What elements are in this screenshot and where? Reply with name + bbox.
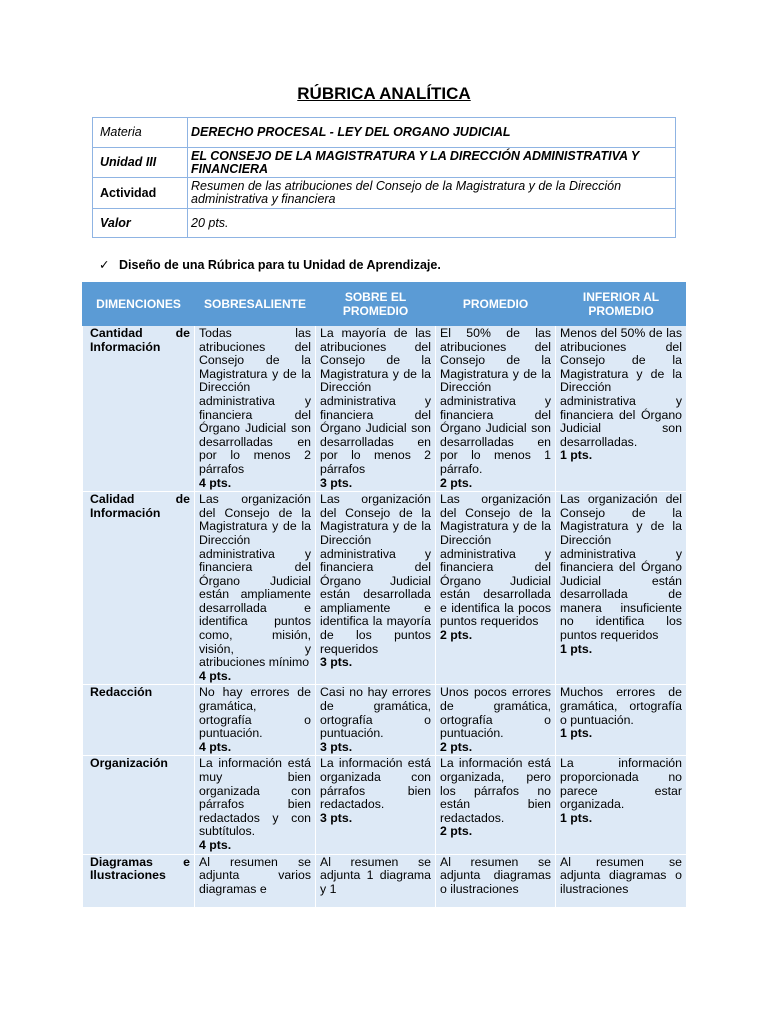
materia-label: Materia (93, 118, 188, 148)
criterion-text: Casi no hay errores de gramática, ortografía o puntuación. (320, 685, 431, 741)
points-label: 3 pts. (320, 655, 353, 670)
criterion-cell (316, 492, 436, 685)
header-sobre-el-promedio: SOBRE EL PROMEDIO (316, 283, 436, 326)
criterion-text: Todas las atribuciones del Consejo de la Magistratura y de la Dirección administrativa y financiera del Órgano Judicial son desarrolladas en por lo menos 2 párrafos (199, 326, 311, 476)
criterion-cell (195, 854, 316, 907)
criterion-cell (195, 326, 316, 492)
criterion-text: Las organización del Consejo de la Magistratura y de la Dirección administrativa y financiera del Órgano Judicial están desarrollada de manera insuficiente no identifica los puntos requeridos (560, 492, 682, 643)
criterion-cell (436, 756, 556, 854)
rubric-row (83, 685, 687, 756)
points-label: 2 pts. (440, 739, 473, 754)
criterion-text: La información está organizada con párrafos bien redactados. (320, 756, 431, 812)
valor-value: 20 pts. (188, 209, 676, 238)
criterion-text: Unos pocos errores de gramática, ortografía o puntuación. (440, 685, 551, 741)
points-label: 3 pts. (320, 810, 353, 825)
rubric-container (82, 282, 686, 937)
criterion-cell (316, 685, 436, 756)
criterion-text: Al resumen se adjunta diagramas o ilustraciones (560, 854, 682, 896)
info-row-valor (93, 209, 676, 238)
document-title: RÚBRICA ANALÍTICA (297, 84, 471, 103)
criterion-text: Las organización del Consejo de la Magistratura y de la Dirección administrativa y financiera del Órgano Judicial están ampliamente desarrollada e identifica puntos como, misión, visión, y atribuciones mínimo (199, 492, 311, 670)
rubric-row (83, 492, 687, 685)
points-label: 4 pts. (199, 668, 232, 683)
criterion-cell (436, 326, 556, 492)
points-label: 3 pts. (320, 475, 353, 490)
criterion-cell (195, 685, 316, 756)
rubric-table (82, 282, 686, 908)
criterion-cell (556, 685, 687, 756)
criterion-text: Muchos errores de gramática, ortografía o puntuación. (560, 685, 682, 727)
dimension-cell: Organización (83, 756, 195, 854)
criterion-text: Al resumen se adjunta diagramas o ilustraciones (440, 854, 551, 896)
criterion-cell (195, 756, 316, 854)
points-label: 1 pts. (560, 641, 593, 656)
header-dimensiones: DIMENCIONES (83, 283, 195, 326)
points-label: 4 pts. (199, 837, 232, 852)
criterion-cell (316, 326, 436, 492)
unidad-label: Unidad III (93, 148, 188, 178)
actividad-value: Resumen de las atribuciones del Consejo de la Magistratura y de la Dirección administrativa y financiera (188, 178, 676, 209)
criterion-text: Al resumen se adjunta varios diagramas e (199, 854, 311, 896)
info-row-materia (93, 118, 676, 148)
criterion-text: El 50% de las atribuciones del Consejo de la Magistratura y de la Dirección administrativa y financiera del Órgano Judicial son desarrolladas en por lo menos 1 párrafo. (440, 326, 551, 476)
criterion-text: La mayoría de las atribuciones del Consejo de la Magistratura y de la Dirección administrativa y financiera del Órgano Judicial son desarrolladas en por lo menos 2 párrafos (320, 326, 431, 476)
points-label: 3 pts. (320, 739, 353, 754)
info-row-actividad (93, 178, 676, 209)
instruction-line (99, 257, 441, 272)
info-row-unidad (93, 148, 676, 178)
points-label: 1 pts. (560, 810, 593, 825)
dimension-cell: Redacción (83, 685, 195, 756)
points-label: 1 pts. (560, 726, 593, 741)
points-label: 2 pts. (440, 475, 473, 490)
dimension-cell: Diagramas e Ilustraciones (83, 854, 195, 907)
criterion-cell (316, 756, 436, 854)
criterion-cell (556, 492, 687, 685)
criterion-text: Menos del 50% de las atribuciones del Consejo de la Magistratura y de la Dirección administrativa y financiera del Órgano Judicial son desarrolladas. (560, 326, 682, 449)
header-sobresaliente: SOBRESALIENTE (195, 283, 316, 326)
criterion-cell (195, 492, 316, 685)
info-table (92, 117, 676, 238)
criterion-text: Al resumen se adjunta 1 diagrama y 1 (320, 854, 431, 896)
criterion-text: No hay errores de gramática, ortografía o puntuación. (199, 685, 311, 741)
points-label: 2 pts. (440, 824, 473, 839)
rubric-row (83, 854, 687, 907)
criterion-cell (556, 854, 687, 907)
criterion-text: La información está muy bien organizada con párrafos bien redactados y con subtítulos. (199, 756, 311, 839)
criterion-text: La información está organizada, pero los párrafos no están bien redactados. (440, 756, 551, 825)
points-label: 4 pts. (199, 739, 232, 754)
dimension-cell: Cantidad de Información (83, 326, 195, 492)
criterion-cell (436, 492, 556, 685)
valor-label: Valor (93, 209, 188, 238)
points-label: 1 pts. (560, 448, 593, 463)
points-label: 4 pts. (199, 475, 232, 490)
criterion-text: Las organización del Consejo de la Magistratura y de la Dirección administrativa y financiera del Órgano Judicial están desarrollada ampliamente e identifica la mayoría de los puntos requeridos (320, 492, 431, 656)
criterion-cell (436, 854, 556, 907)
rubric-header-row (83, 283, 687, 326)
checkmark-icon: ✓ (99, 258, 110, 272)
points-label: 2 pts. (440, 628, 473, 643)
criterion-cell (316, 854, 436, 907)
dimension-cell: Calidad de Información (83, 492, 195, 685)
criterion-cell (436, 685, 556, 756)
actividad-label: Actividad (93, 178, 188, 209)
rubric-row (83, 326, 687, 492)
unidad-value: EL CONSEJO DE LA MAGISTRATURA Y LA DIRECCIÓN ADMINISTRATIVA Y FINANCIERA (188, 148, 676, 178)
criterion-text: Las organización del Consejo de la Magistratura y de la Dirección administrativa y financiera del Órgano Judicial están desarrollada e identifica la pocos puntos requeridos (440, 492, 551, 629)
criterion-cell (556, 326, 687, 492)
criterion-text: La información proporcionada no parece estar organizada. (560, 756, 682, 812)
rubric-row (83, 756, 687, 854)
header-inferior-al-promedio: INFERIOR AL PROMEDIO (556, 283, 687, 326)
header-promedio: PROMEDIO (436, 283, 556, 326)
instruction-text: Diseño de una Rúbrica para tu Unidad de Aprendizaje. (119, 258, 441, 272)
criterion-cell (556, 756, 687, 854)
materia-value: DERECHO PROCESAL - LEY DEL ORGANO JUDICIAL (188, 118, 676, 148)
